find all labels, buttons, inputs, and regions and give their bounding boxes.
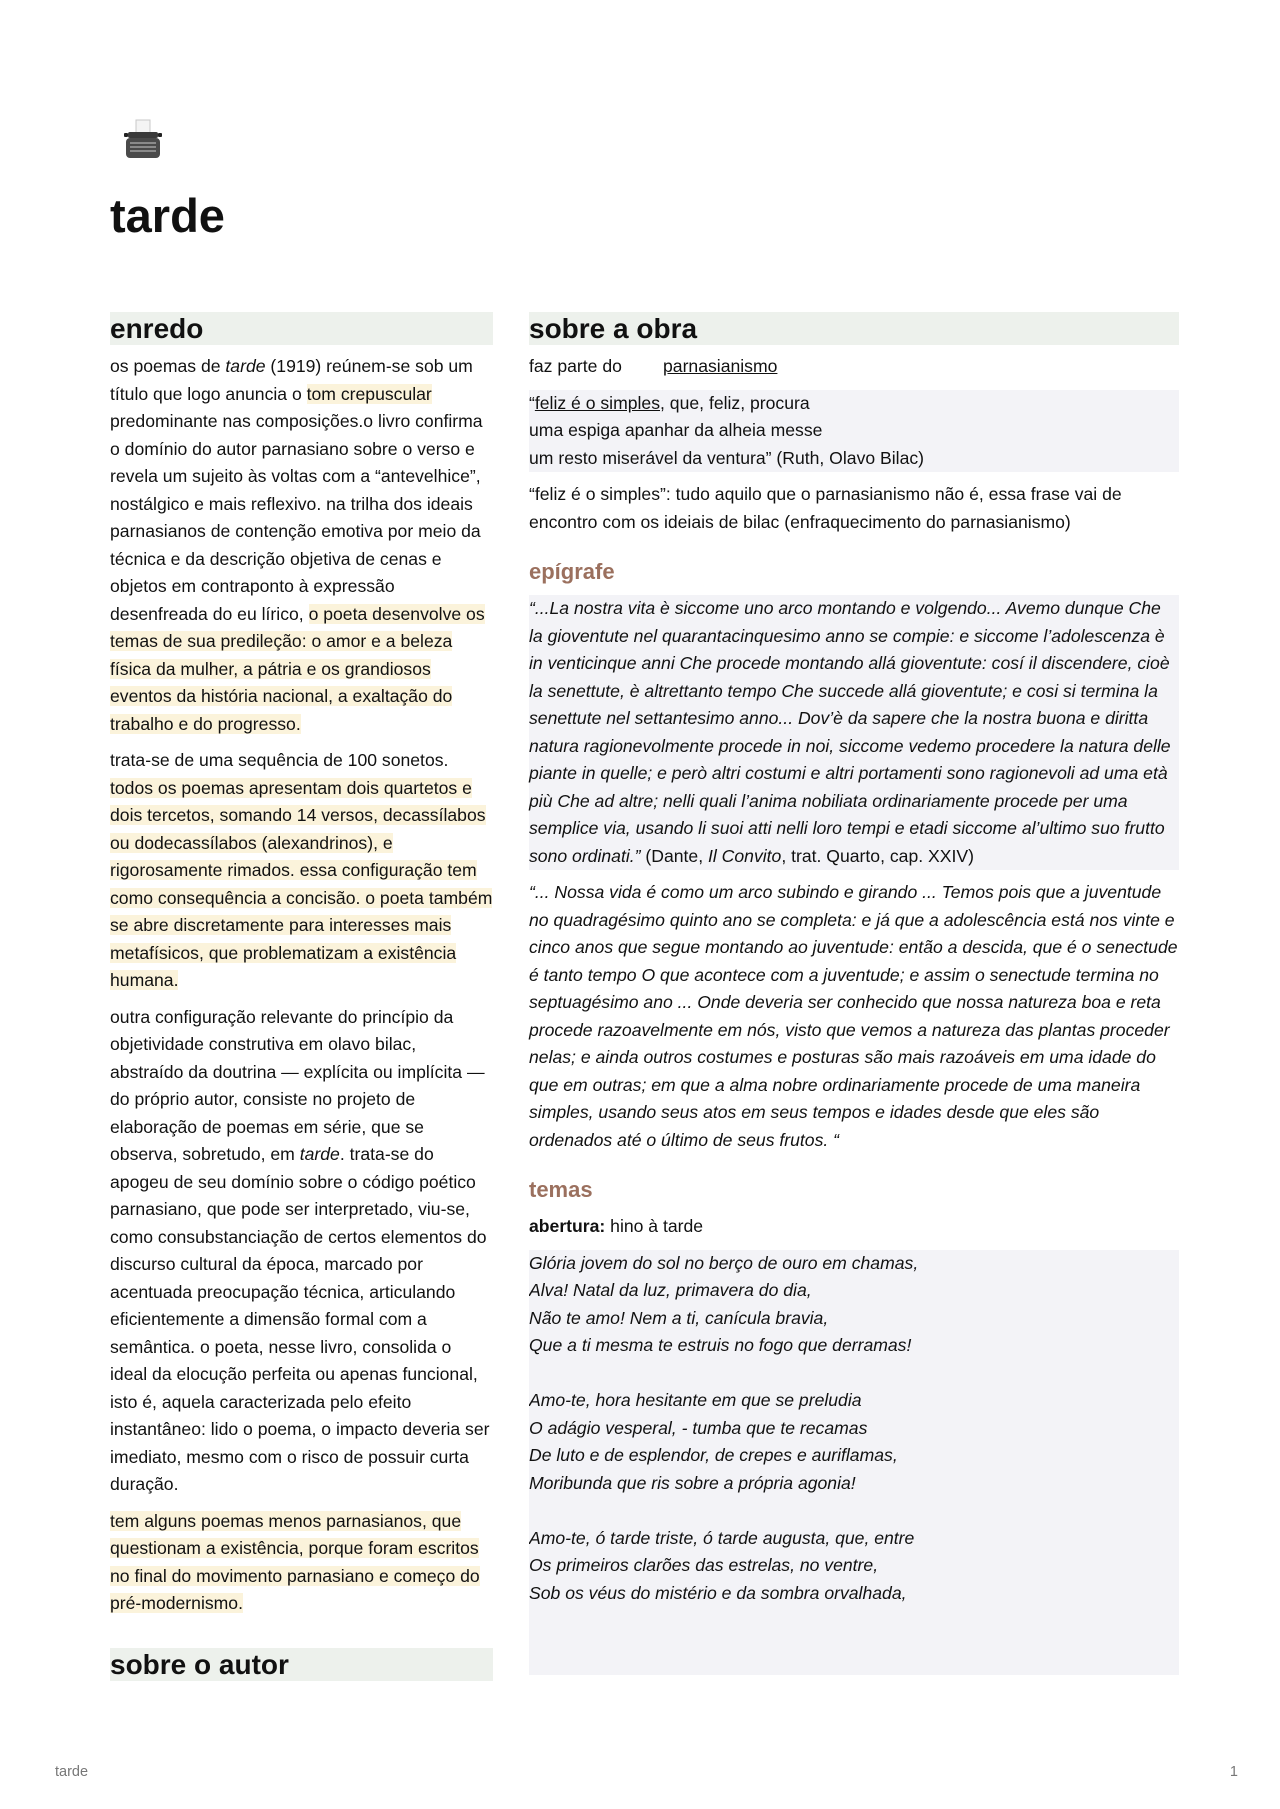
poem-line [529,1360,1179,1388]
footer-page-number: 1 [1229,1764,1238,1780]
poem-line: Não te amo! Nem a ti, canícula bravia, [529,1307,829,1328]
abertura-line: abertura: hino à tarde [529,1216,704,1236]
poem-line: Os primeiros clarões das estrelas, no ventre, [529,1555,879,1575]
poem-line: Glória jovem do sol no berço de ouro em chamas, [529,1252,919,1273]
quote-link[interactable]: feliz é o simples [534,392,661,413]
highlight: todos os poemas apresentam dois quartetos e dois tercetos, somando 14 versos, decassílabos ou dodecassílabos (alexandrinos), e rigorosamente rimados. essa configuração tem como consequência a concisão. o poeta também se abre discretamente para interesses mais metafísicos, que problematizam a existência humana. [110,777,493,990]
section-heading-temas: temas [529,1177,593,1202]
section-heading-sobre-a-obra: sobre a obra [529,312,1179,345]
poem-line [529,1497,1179,1525]
poem-line: Alva! Natal da luz, primavera do dia, [529,1280,812,1300]
obra-comment: “feliz é o simples”: tudo aquilo que o parnasianismo não é, essa frase vai de encontro com os ideiais de bilac (enfraquecimento do parnasianismo) [529,484,1122,532]
section-heading-sobre-o-autor: sobre o autor [110,1648,493,1681]
epigrafe-italian-quote: “...La nostra vita è siccome uno arco montando e volgendo... Avemo dunque Che la gioventute nel quarantacinquesimo anno se compie: e siccome l’adolescenza è in venticinque anni Che procede montando allá gioventute: cosí il discendere, cioè la senettute, è altrettanto tempo Che succede allá gioventute; e cosi si termina la senettute nel settantesimo anno... Dov’è da sapere che la nostra buona e diritta natura ragionevolmente procede in noi, siccome vedemo procedere la natura delle piante in quelle; e però altri costumi e altri portamenti sono ragionevoli ad uma età più Che ad altre; nelli quali l’anima nobiliata ordinariamente procede per uma semplice via, usando li suoi atti nelli loro tempi e etadi siccome al’ultimo suo frutto sono ordinati.” (Dante, Il Convito, trat. Quarto, cap. XXIV) [529,595,1179,870]
property-label: faz parte do [529,356,622,376]
enredo-paragraph-1: os poemas de tarde (1919) reúnem-se sob um título que logo anuncia o tom crepuscular predominante nas composições.o livro confirma o domínio do autor parnasiano sobre o verso e revela um sujeito às voltas com a “antevelhice”, nostálgico e mais reflexivo. na trilha dos ideais parnasianos de contenção emotiva por meio da técnica e da descrição objetiva de cenas e objetos em contraponto à expressão desenfreada do eu lírico, o poeta desenvolve os temas de sua predileção: o amor e a beleza física da mulher, a pátria e os grandiosos eventos da história nacional, a exaltação do trabalho e do progresso. [110,356,485,734]
typewriter-icon [123,118,163,162]
highlight: tem alguns poemas menos parnasianos, que questionam a existência, porque foram escritos no final do movimento parnasiano e começo do pré-modernismo. [110,1510,480,1613]
poem-line: Que a ti mesma te estruis no fogo que derramas! [529,1335,912,1355]
poem-line: O adágio vesperal, - tumba que te recamas [529,1417,868,1438]
enredo-paragraph-4 [110,1508,493,1618]
left-column [110,312,493,1689]
property-row [529,353,1179,381]
poem-line: Amo-te, ó tarde triste, ó tarde augusta, que, entre [529,1527,915,1548]
section-heading-epigrafe: epígrafe [529,559,615,584]
highlight: o poeta desenvolve os temas de sua predileção: o amor e a beleza física da mulher, a pátria e os grandiosos eventos da história nacional, a exaltação do trabalho e do progresso. [110,603,485,734]
footer-document-title: tarde [55,1764,89,1780]
poem-line: De luto e de esplendor, de crepes e auriflamas, [529,1445,898,1465]
page-title: tarde [110,189,225,242]
parnasianismo-link[interactable]: parnasianismo [663,356,778,376]
enredo-paragraph-3: outra configuração relevante do princípio da objetividade construtiva em olavo bilac, abstraído da doutrina — explícita ou implícita — do próprio autor, consiste no projeto de elaboração de poemas em série, que se observa, sobretudo, em tarde. trata-se do apogeu de seu domínio sobre o código poético parnasiano, que pode ser interpretado, viu-se, como consubstanciação de certos elementos do discurso cultural da época, marcado por acentuada preocupação técnica, articulando eficientemente a dimensão formal com a semântica. o poeta, nesse livro, consolida o ideal da elocução perfeita ou apenas funcional, isto é, aquela caracterizada pelo efeito instantâneo: lido o poema, o impacto deveria ser imediato, mesmo com o risco de possuir curta duração. [110,1006,490,1494]
poem-line: Sob os véus do mistério e da sombra orvalhada, [529,1582,907,1603]
section-heading-enredo: enredo [110,312,493,345]
bilac-quote: “feliz é o simples, que, feliz, procura uma espiga apanhar da alheia messe um resto miserável da ventura” (Ruth, Olavo Bilac) [529,390,1179,473]
poem-line: Amo-te, hora hesitante em que se preludia [529,1390,862,1410]
poem-block [529,1250,1179,1675]
right-column [529,312,1179,1684]
enredo-paragraph-2: trata-se de uma sequência de 100 sonetos. todos os poemas apresentam dois quartetos e dois tercetos, somando 14 versos, decassílabos ou dodecassílabos (alexandrinos), e rigorosamente rimados. essa configuração tem como consequência a concisão. o poeta também se abre discretamente para interesses mais metafísicos, que problematizam a existência humana. [110,750,493,990]
poem-line: Moribunda que ris sobre a própria agonia! [529,1472,856,1493]
epigrafe-portuguese-translation: “... Nossa vida é como um arco subindo e girando ... Temos pois que a juventude no quadragésimo quinto ano se completa: e já que a adolescência está nos vinte e cinco anos que segue montando ao juventude: então a descida, que é o senectude é tanto tempo O que acontece com a juventude; e assim o senectude termina no septuagésimo ano ... Onde deveria ser conhecido que nossa natureza boa e reta procede razoavelmente em nós, visto que vemos a natureza das plantas proceder nelas; e ainda outros costumes e posturas são mais razoáveis em uma idade do que em outras; em que a alma nobre ordinariamente procede de uma maneira simples, usando seus atos em seus tempos e idades desde que eles são ordenados até o último de seus frutos. “ [529,882,1178,1150]
highlight: tom crepuscular [306,383,432,404]
